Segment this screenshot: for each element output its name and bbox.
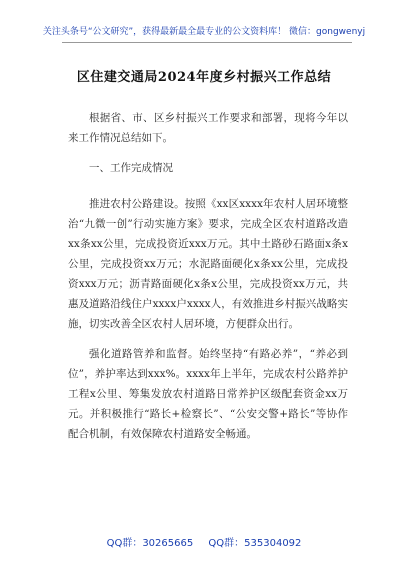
header-divider	[62, 42, 352, 43]
paragraph-road-construction: 推进农村公路建设。按照《xx区xxxx年农村人居环境整治“九微一创”行动实施方案》要求，完成全区农村道路改造xx条xx公里，完成投资近xxx万元。其中土路砂石路面x条x公里，完成投资xx万元；水泥路面硬化x条xx公里，完成投资xxx万元；沥青路面硬化x条x公里，完成投资xx万元，共惠及道路沿线住户xxxx户xxxx人，有效推进乡村振兴战略实施，切实改善全区农村人居环境，方便群众出行。	[68, 198, 348, 330]
intro-paragraph: 根据省、市、区乡村振兴工作要求和部署，现将今年以来工作情况总结如下。	[68, 112, 348, 144]
qq-group-2: QQ群：535304092	[208, 538, 302, 549]
footer-contacts	[0, 534, 408, 549]
document-body	[68, 108, 348, 454]
header-note: 关注头条号“公文研究”，获得最新最全最专业的公文资料库！ 微信：gongwenyj	[42, 27, 366, 37]
qq-group-1: QQ群：30265665	[106, 538, 194, 549]
section-heading: 一、工作完成情况	[89, 162, 173, 174]
paragraph-road-maintenance: 强化道路管养和监督。始终坚持“有路必养”，“养必到位”，养护率达到xxx%。xxxx年上半年，完成农村公路养护工程x公里、筹集发放农村道路日常养护区级配套资金xx万元。并积极推行“路长+检察长”、“公安交警+路长”等协作配合机制，有效保障农村道路安全畅通。	[68, 348, 348, 440]
document-title: 区住建交通局2024年度乡村振兴工作总结	[76, 70, 332, 85]
